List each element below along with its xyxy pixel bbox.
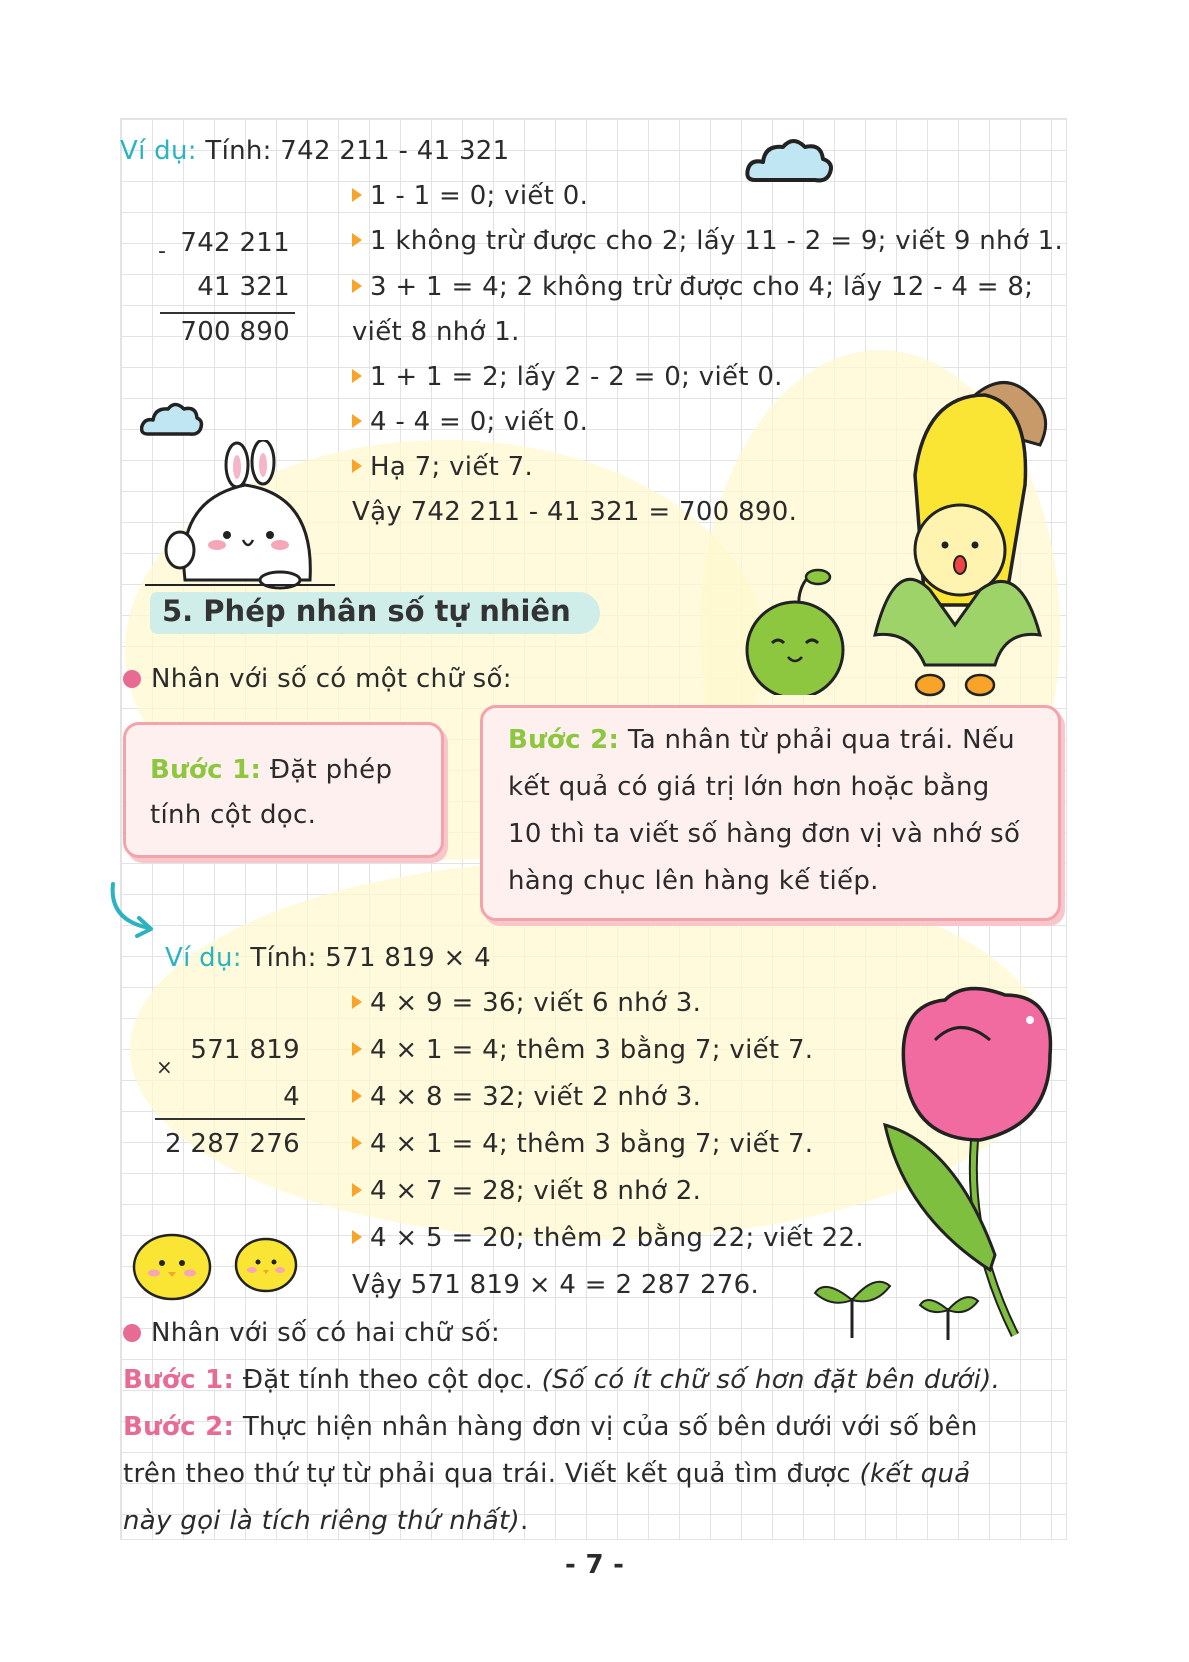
two-digit-label: Nhân với số có hai chữ số:	[123, 1318, 500, 1348]
two-digit-step2-line1: Bước 2: Thực hiện nhân hàng đơn vị của số bên dưới với số bên	[123, 1412, 978, 1442]
curved-arrow-icon	[105, 880, 160, 940]
two-digit-step2-line3: này gọi là tích riêng thứ nhất).	[123, 1506, 529, 1536]
bunny-illustration	[145, 440, 335, 590]
subtraction-top: 742 211	[180, 228, 290, 258]
chicks-illustration	[130, 1225, 305, 1305]
example2-step: 4 × 7 = 28; viết 8 nhớ 2.	[352, 1176, 701, 1206]
pink-dot-icon	[123, 670, 141, 688]
section-heading: 5. Phép nhân số tự nhiên	[150, 592, 600, 634]
step2-line3: 10 thì ta viết số hàng đơn vị và nhớ số	[508, 819, 1021, 849]
cloud-icon	[140, 400, 205, 442]
example2-heading: Ví dụ: Tính: 571 819 × 4	[165, 943, 491, 973]
example1-step: 4 - 4 = 0; viết 0.	[352, 407, 588, 437]
multiplication-top: 571 819	[190, 1035, 300, 1065]
example2-step: 4 × 5 = 20; thêm 2 bằng 22; viết 22.	[352, 1223, 864, 1253]
step2-line1: Bước 2: Ta nhân từ phải qua trái. Nếu	[508, 725, 1015, 755]
example1-step: 1 + 1 = 2; lấy 2 - 2 = 0; viết 0.	[352, 362, 783, 392]
page-number: - 7 -	[565, 1550, 625, 1580]
minus-sign: -	[158, 239, 167, 264]
example1-conclusion: Vậy 742 211 - 41 321 = 700 890.	[352, 497, 798, 527]
subtraction-bottom: 41 321	[197, 272, 290, 302]
sprouts-illustration	[810, 1268, 1000, 1343]
step1-line2: tính cột dọc.	[150, 800, 317, 830]
step1-line1: Bước 1: Đặt phép	[150, 755, 393, 785]
example2-step: 4 × 9 = 36; viết 6 nhớ 3.	[352, 988, 701, 1018]
example1-step: 3 + 1 = 4; 2 không trừ được cho 4; lấy 12 - 4 = 8;	[352, 272, 1033, 302]
example1-heading: Ví dụ: Tính: 742 211 - 41 321	[120, 136, 510, 166]
example1-step-continuation: viết 8 nhớ 1.	[352, 317, 520, 347]
multiply-sign: ×	[156, 1055, 174, 1079]
example2-step: 4 × 1 = 4; thêm 3 bằng 7; viết 7.	[352, 1129, 813, 1159]
pink-dot-icon	[123, 1324, 141, 1342]
example1-step: 1 - 1 = 0; viết 0.	[352, 181, 588, 211]
example2-step: 4 × 8 = 32; viết 2 nhớ 3.	[352, 1082, 701, 1112]
two-digit-step2-line2: trên theo thứ tự từ phải qua trái. Viết kết quả tìm được (kết quả	[123, 1459, 971, 1489]
subtraction-result: 700 890	[180, 317, 290, 347]
step1-box	[123, 722, 444, 858]
corn-mascot-illustration	[855, 375, 1055, 705]
example1-step: 1 không trừ được cho 2; lấy 11 - 2 = 9; viết 9 nhớ 1.	[352, 226, 1063, 256]
example1-step: Hạ 7; viết 7.	[352, 452, 533, 482]
step2-line4: hàng chục lên hàng kế tiếp.	[508, 866, 879, 896]
multiplication-rule	[155, 1118, 305, 1120]
step2-line2: kết quả có giá trị lớn hơn hoặc bằng	[508, 772, 990, 802]
cloud-icon	[745, 135, 835, 190]
example2-conclusion: Vậy 571 819 × 4 = 2 287 276.	[352, 1270, 760, 1300]
multiplication-bottom: 4	[283, 1082, 300, 1112]
single-digit-label: Nhân với số có một chữ số:	[123, 664, 512, 694]
multiplication-result: 2 287 276	[164, 1129, 300, 1159]
two-digit-step1: Bước 1: Đặt tính theo cột dọc. (Số có ít chữ số hơn đặt bên dưới).	[123, 1365, 1001, 1395]
example2-step: 4 × 1 = 4; thêm 3 bằng 7; viết 7.	[352, 1035, 813, 1065]
subtraction-rule	[160, 312, 295, 314]
pea-sprout-illustration	[740, 565, 855, 695]
